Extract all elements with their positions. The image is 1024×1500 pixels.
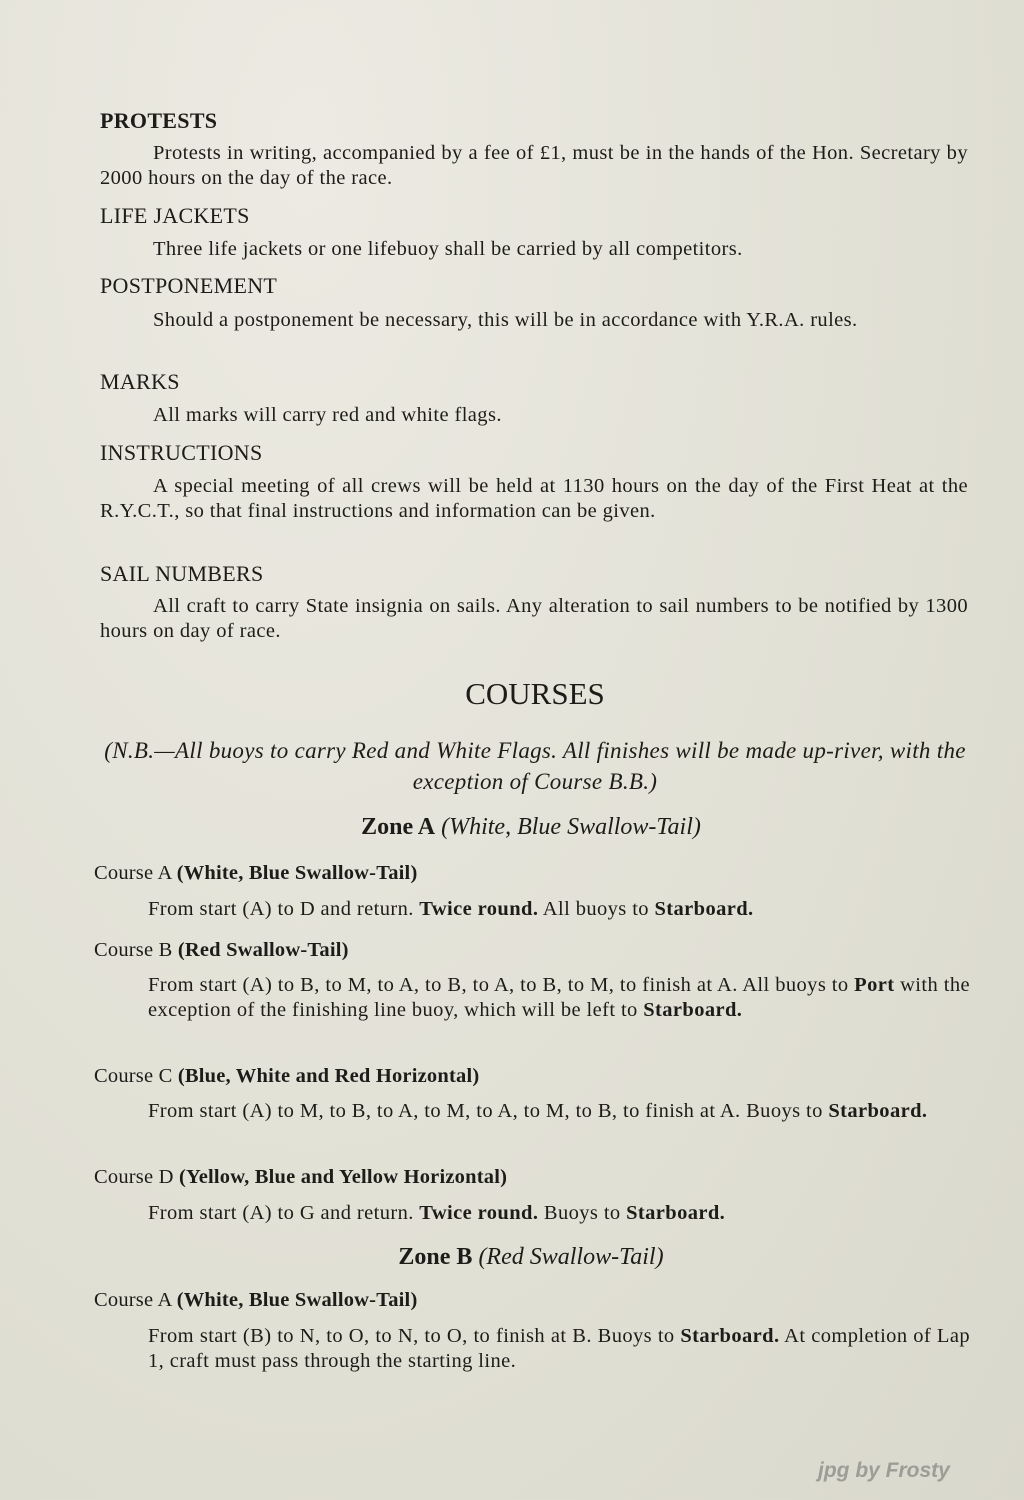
body-text: From start (B) to N, to O, to N, to O, to finish at B. Buoys to (148, 1325, 681, 1347)
section-body-postponement: Should a postponement be necessary, this will be in accordance with Y.R.A. rules. (153, 309, 858, 331)
section-heading-marks: MARKS (100, 369, 180, 394)
courses-title: COURSES (465, 676, 605, 711)
emphasis-text: Port (854, 974, 895, 996)
section-heading-life-jackets: LIFE JACKETS (100, 203, 250, 228)
zone-name: Zone B (398, 1244, 473, 1270)
section-heading-instructions: INSTRUCTIONS (100, 440, 263, 465)
course-name: Course A (94, 862, 172, 884)
course-heading (94, 1166, 507, 1189)
course-heading (94, 862, 417, 885)
course-body (148, 1324, 970, 1374)
section-body-instructions: A special meeting of all crews will be held at 1130 hours on the day of the First Heat at the R.Y.C.T., so that final instructions and information can be given. (100, 475, 968, 522)
course-name: Course C (94, 1065, 173, 1087)
course-name: Course D (94, 1166, 174, 1188)
emphasis-text: Starboard. (654, 898, 754, 920)
course-heading (94, 1065, 479, 1088)
body-text: From start (A) to G and return. (148, 1202, 420, 1224)
emphasis-text: Starboard. (626, 1202, 726, 1224)
course-body (148, 973, 970, 1023)
emphasis-text: Twice round. (419, 898, 539, 920)
course-name: Course A (94, 1289, 172, 1311)
course-flag: (Yellow, Blue and Yellow Horizontal) (178, 1166, 508, 1188)
section-body-sail-numbers: All craft to carry State insignia on sails. Any alteration to sail numbers to be notified by 1300 hours on day of race. (100, 595, 968, 642)
course-flag: (Blue, White and Red Horizontal) (177, 1065, 480, 1087)
zone-flag: (Red Swallow-Tail) (478, 1244, 664, 1270)
section-body-life-jackets: Three life jackets or one lifebuoy shall be carried by all competitors. (153, 238, 743, 260)
section-heading-sail-numbers: SAIL NUMBERS (100, 561, 264, 586)
courses-note: (N.B.—All buoys to carry Red and White Flags. All finishes will be made up-river, with the exception of Course B.B.) (104, 738, 966, 794)
zone-b-heading (0, 1244, 1024, 1271)
watermark: jpg by Frosty (818, 1459, 950, 1482)
emphasis-text: Starboard. (680, 1325, 780, 1347)
course-flag: (White, Blue Swallow-Tail) (176, 862, 418, 884)
course-body (148, 1201, 970, 1226)
section-body-marks: All marks will carry red and white flags. (153, 404, 502, 426)
course-heading (94, 939, 349, 962)
course-flag: (Red Swallow-Tail) (177, 939, 349, 961)
body-text: All buoys to (538, 898, 655, 920)
body-text: From start (A) to B, to M, to A, to B, to A, to B, to M, to finish at A. All buoys to (148, 974, 855, 996)
course-heading (94, 1289, 417, 1312)
body-text: At completion of Lap 1, craft must pass through the starting line. (148, 1325, 970, 1372)
zone-name: Zone A (361, 814, 436, 840)
course-body (148, 1099, 970, 1124)
section-heading-postponement: POSTPONEMENT (100, 273, 278, 298)
body-text: with the exception of the finishing line buoy, which will be left to (148, 974, 970, 1021)
body-text: From start (A) to M, to B, to A, to M, to A, to M, to B, to finish at A. Buoys to (148, 1100, 829, 1122)
body-text: Buoys to (538, 1202, 627, 1224)
emphasis-text: Starboard. (828, 1100, 928, 1122)
course-body (148, 897, 970, 922)
emphasis-text: Twice round. (419, 1202, 539, 1224)
zone-flag: (White, Blue Swallow-Tail) (441, 814, 701, 840)
body-text: From start (A) to D and return. (148, 898, 420, 920)
course-name: Course B (94, 939, 173, 961)
section-body-protests: Protests in writing, accompanied by a fee of £1, must be in the hands of the Hon. Secretary by 2000 hours on the day of the race. (100, 142, 968, 189)
emphasis-text: Starboard. (643, 999, 743, 1021)
section-heading-protests: PROTESTS (100, 108, 218, 133)
course-flag: (White, Blue Swallow-Tail) (176, 1289, 418, 1311)
zone-a-heading (0, 814, 1024, 841)
